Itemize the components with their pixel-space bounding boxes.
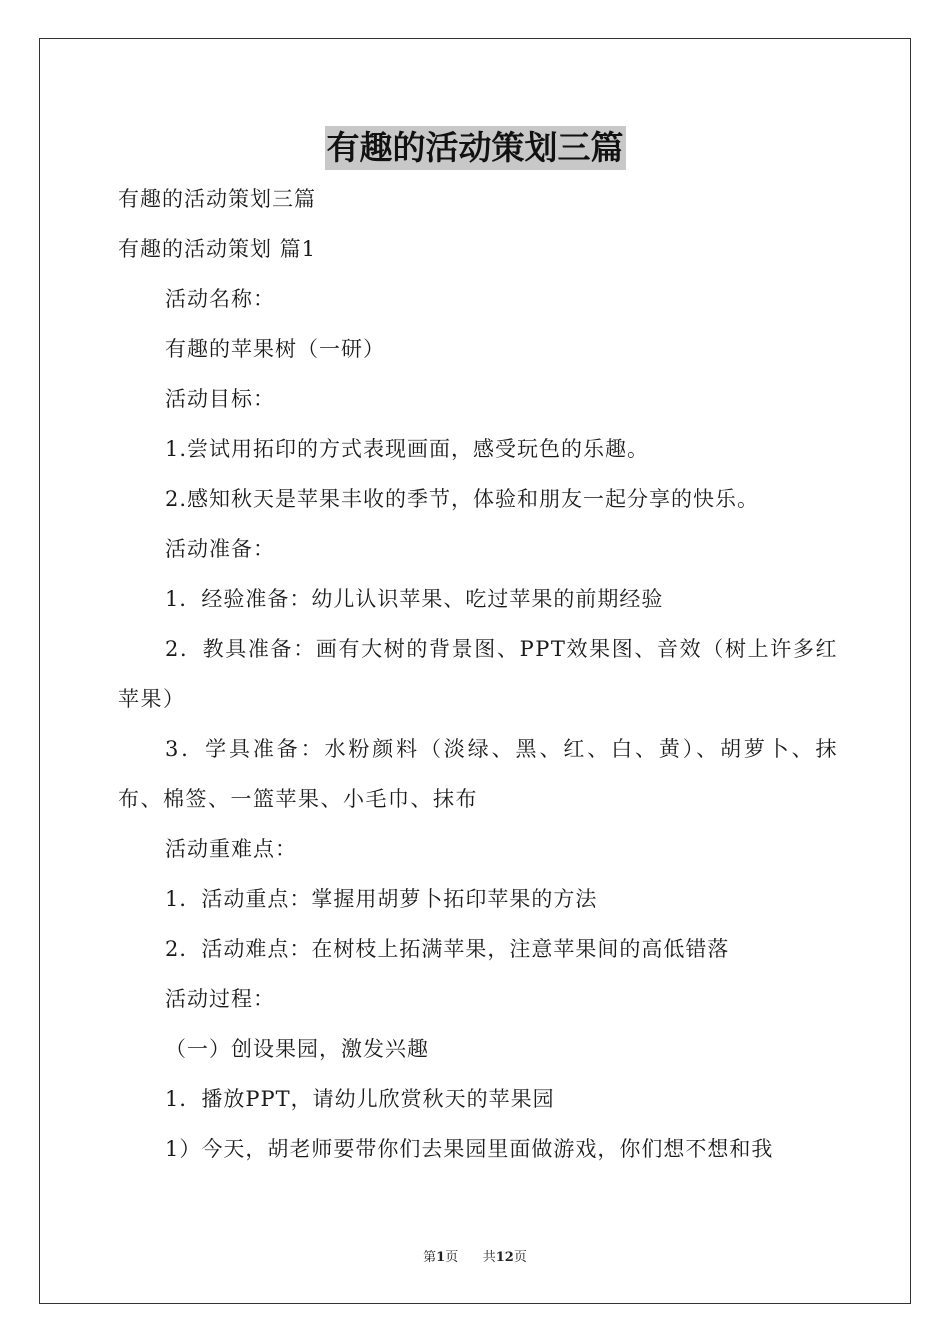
paragraph: 活动名称： — [165, 287, 275, 311]
paragraph: 有趣的苹果树（一研） — [165, 337, 385, 361]
paragraph: 1．播放PPT，请幼儿欣赏秋天的苹果园 — [165, 1087, 555, 1111]
paragraph: 1．活动重点：掌握用胡萝卜拓印苹果的方法 — [165, 887, 598, 911]
title-container — [0, 126, 950, 170]
document-title: 有趣的活动策划三篇 — [325, 126, 626, 170]
paragraph: 活动目标： — [165, 387, 275, 411]
paragraph: 2．教具准备：画有大树的背景图、PPT效果图、音效（树上许多红苹果） — [118, 637, 838, 711]
total-pages: 12 — [495, 1250, 514, 1265]
paragraph: 1.尝试用拓印的方式表现画面，感受玩色的乐趣。 — [165, 437, 650, 461]
paragraph: 1）今天，胡老师要带你们去果园里面做游戏，你们想不想和我 — [165, 1137, 774, 1161]
page-suffix: 页 — [445, 1250, 459, 1265]
paragraph: 活动过程： — [165, 987, 275, 1011]
paragraph: 1．经验准备：幼儿认识苹果、吃过苹果的前期经验 — [165, 587, 664, 611]
total-suffix: 页 — [513, 1250, 527, 1265]
page-prefix: 第 — [423, 1250, 437, 1265]
paragraph: 2．活动难点：在树枝上拓满苹果，注意苹果间的高低错落 — [165, 937, 730, 961]
page-footer — [0, 1246, 950, 1265]
paragraph: 活动重难点： — [165, 837, 297, 861]
page-number: 1 — [436, 1250, 446, 1265]
paragraph: 活动准备： — [165, 537, 275, 561]
paragraph: 有趣的活动策划三篇 — [118, 187, 316, 211]
paragraph: 2.感知秋天是苹果丰收的季节，体验和朋友一起分享的快乐。 — [165, 487, 760, 511]
document-body — [118, 174, 838, 1174]
paragraph: （一）创设果园，激发兴趣 — [165, 1037, 429, 1061]
total-prefix: 共 — [482, 1250, 496, 1265]
paragraph: 3．学具准备：水粉颜料（淡绿、黑、红、白、黄）、胡萝卜、抹布、棉签、一篮苹果、小毛巾、抹布 — [118, 737, 838, 811]
paragraph: 有趣的活动策划 篇1 — [118, 237, 317, 261]
